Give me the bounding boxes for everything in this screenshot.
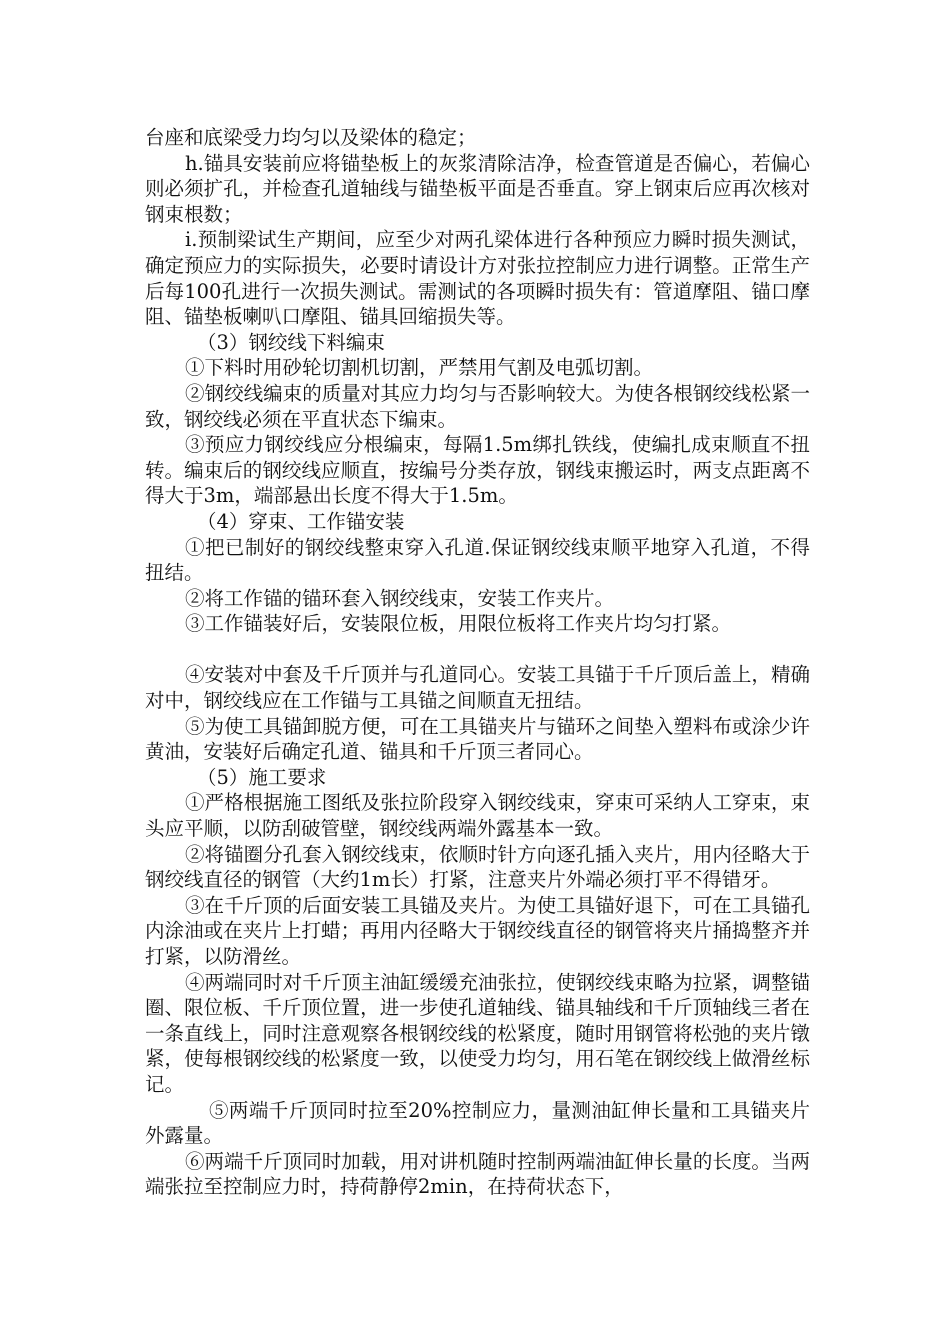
paragraph-item-h: h.锚具安装前应将锚垫板上的灰浆清除洁净，检查管道是否偏心，若偏心则必须扩孔，并检查孔道轴线与锚垫板平面是否垂直。穿上钢束后应再次核对钢束根数； <box>145 151 810 226</box>
paragraph-4-1: ①把已制好的钢绞线整束穿入孔道.保证钢绞线束顺平地穿入孔道，不得扭结。 <box>145 535 810 585</box>
paragraph-continuation: 台座和底梁受力均匀以及梁体的稳定； <box>145 126 477 149</box>
paragraph-4-2: ②将工作锚的锚环套入钢绞线束，安装工作夹片。 <box>185 586 615 610</box>
section-heading-3: （3）钢绞线下料编束 <box>197 330 385 354</box>
paragraph-3-2: ②钢绞线编束的质量对其应力均匀与否影响较大。为使各根钢绞线松紧一致，钢绞线必须在平直状态下编束。 <box>145 381 810 431</box>
paragraph-5-3: ③在千斤顶的后面安装工具锚及夹片。为使工具锚好退下，可在工具锚孔内涂油或在夹片上打蜡；再用内径略大于钢绞线直径的钢管将夹片捅捣整齐并打紧，以防滑丝。 <box>145 893 810 968</box>
paragraph-5-4: ④两端同时对千斤顶主油缸缓缓充油张拉，使钢绞线束略为拉紧，调整锚圈、限位板、千斤顶位置，进一步使孔道轴线、锚具轴线和千斤顶轴线三者在一条直线上，同时注意观察各根钢绞线的松紧度，随时用钢管将松弛的夹片镦紧，使每根钢绞线的松紧度一致，以使受力均匀，用石笔在钢绞线上做滑丝标记。 <box>145 970 810 1096</box>
section-heading-5: （5）施工要求 <box>197 765 327 789</box>
paragraph-4-4: ④安装对中套及千斤顶并与孔道同心。安装工具锚于千斤顶后盖上，精确对中，钢绞线应在工作锚与工具锚之间顺直无扭结。 <box>145 663 810 713</box>
blank-line <box>145 637 810 663</box>
paragraph-5-1: ①严格根据施工图纸及张拉阶段穿入钢绞线束，穿束可采纳人工穿束，束头应平顺，以防刮破管壁，钢绞线两端外露基本一致。 <box>145 791 810 841</box>
paragraph-3-3: ③预应力钢绞线应分根编束，每隔1.5m绑扎铁线，使编扎成束顺直不扭转。编束后的钢绞线应顺直，按编号分类存放，钢线束搬运时，两支点距离不得大于3m，端部悬出长度不得大于1.5m。 <box>145 433 810 508</box>
paragraph-5-6: ⑥两端千斤顶同时加载，用对讲机随时控制两端油缸伸长量的长度。当两端张拉至控制应力时，持荷静停2min，在持荷状态下， <box>145 1149 810 1199</box>
paragraph-3-1: ①下料时用砂轮切割机切割，严禁用气割及电弧切割。 <box>185 356 654 380</box>
section-heading-4: （4）穿束、工作锚安装 <box>197 509 405 533</box>
paragraph-4-3: ③工作锚装好后，安装限位板，用限位板将工作夹片均匀打紧。 <box>185 612 732 636</box>
document-page <box>145 125 810 1200</box>
paragraph-5-5: ⑤两端千斤顶同时拉至20%控制应力，量测油缸伸长量和工具锚夹片外露量。 <box>145 1098 810 1148</box>
paragraph-5-2: ②将锚圈分孔套入钢绞线束，依顺时针方向逐孔插入夹片，用内径略大于钢绞线直径的钢管（大约1m长）打紧，注意夹片外端必须打平不得错牙。 <box>145 842 810 892</box>
paragraph-item-i: i.预制梁试生产期间，应至少对两孔梁体进行各种预应力瞬时损失测试，确定预应力的实际损失，必要时请设计方对张拉控制应力进行调整。正常生产后每100孔进行一次损失测试。需测试的各项瞬时损失有：管道摩阻、锚口摩阻、锚垫板喇叭口摩阻、锚具回缩损失等。 <box>145 228 810 329</box>
paragraph-4-5: ⑤为使工具锚卸脱方便，可在工具锚夹片与锚环之间垫入塑料布或涂少许黄油，安装好后确定孔道、锚具和千斤顶三者同心。 <box>145 714 810 764</box>
